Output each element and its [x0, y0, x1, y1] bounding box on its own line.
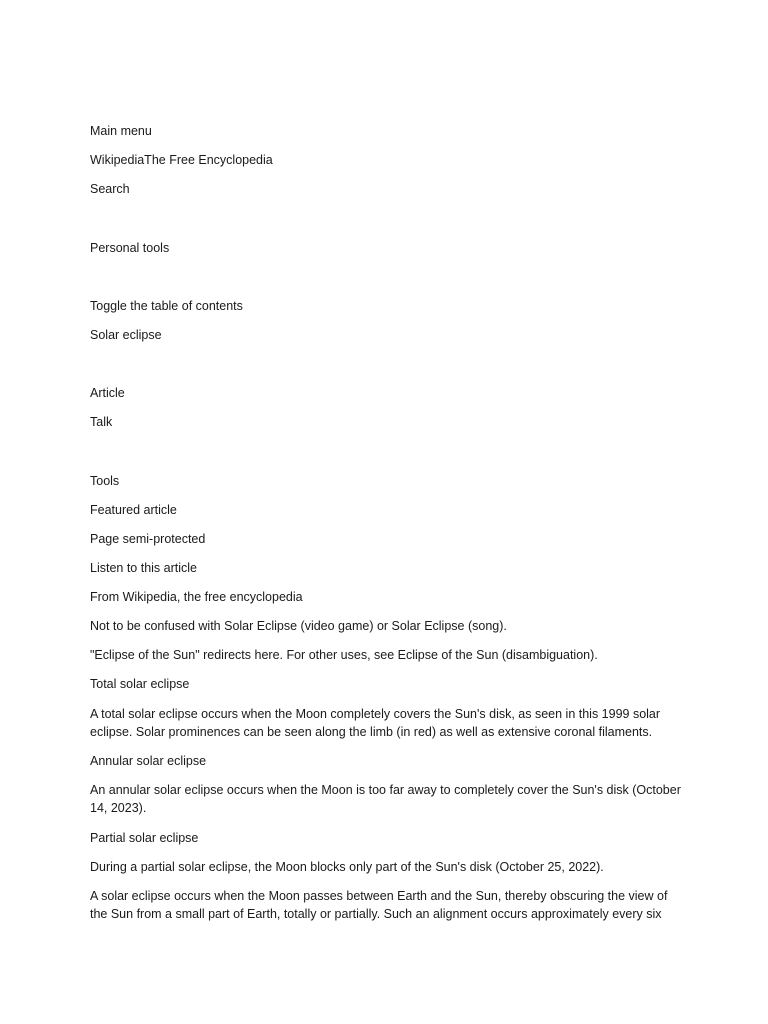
site-tagline: From Wikipedia, the free encyclopedia	[90, 590, 303, 604]
image-caption-partial-eclipse: During a partial solar eclipse, the Moon blocks only part of the Sun's disk (October 25, 2022).	[90, 860, 604, 874]
tools-menu[interactable]: Tools	[90, 474, 120, 488]
search-link[interactable]: Search	[90, 182, 130, 196]
image-title-annular-eclipse[interactable]: Annular solar eclipse	[90, 754, 207, 768]
hatnote-confusion: Not to be confused with Solar Eclipse (video game) or Solar Eclipse (song).	[90, 619, 507, 633]
listen-article-link[interactable]: Listen to this article	[90, 561, 197, 575]
main-menu-button[interactable]: Main menu	[90, 124, 152, 138]
personal-tools-menu[interactable]: Personal tools	[90, 241, 170, 255]
page-title: Solar eclipse	[90, 328, 162, 342]
featured-article-indicator[interactable]: Featured article	[90, 503, 177, 517]
image-caption-annular-eclipse: An annular solar eclipse occurs when the Moon is too far away to completely cover the Sun's disk (October 14, 2023).	[90, 783, 681, 815]
image-caption-total-eclipse: A total solar eclipse occurs when the Moon completely covers the Sun's disk, as seen in this 1999 solar eclipse. Solar prominences can be seen along the limb (in red) as well as extensive coronal filaments.	[90, 707, 661, 739]
intro-paragraph: A solar eclipse occurs when the Moon passes between Earth and the Sun, thereby obscuring the view of the Sun from a small part of Earth, totally or partially. Such an alignment occurs approximately every six	[90, 889, 668, 921]
tab-talk[interactable]: Talk	[90, 415, 113, 429]
tab-article[interactable]: Article	[90, 386, 125, 400]
image-title-partial-eclipse[interactable]: Partial solar eclipse	[90, 831, 199, 845]
wikipedia-logo-link[interactable]: WikipediaThe Free Encyclopedia	[90, 153, 273, 167]
semi-protected-indicator[interactable]: Page semi-protected	[90, 532, 206, 546]
toggle-toc-button[interactable]: Toggle the table of contents	[90, 299, 243, 313]
image-title-total-eclipse[interactable]: Total solar eclipse	[90, 677, 190, 691]
hatnote-redirect: "Eclipse of the Sun" redirects here. For other uses, see Eclipse of the Sun (disambiguation).	[90, 648, 598, 662]
